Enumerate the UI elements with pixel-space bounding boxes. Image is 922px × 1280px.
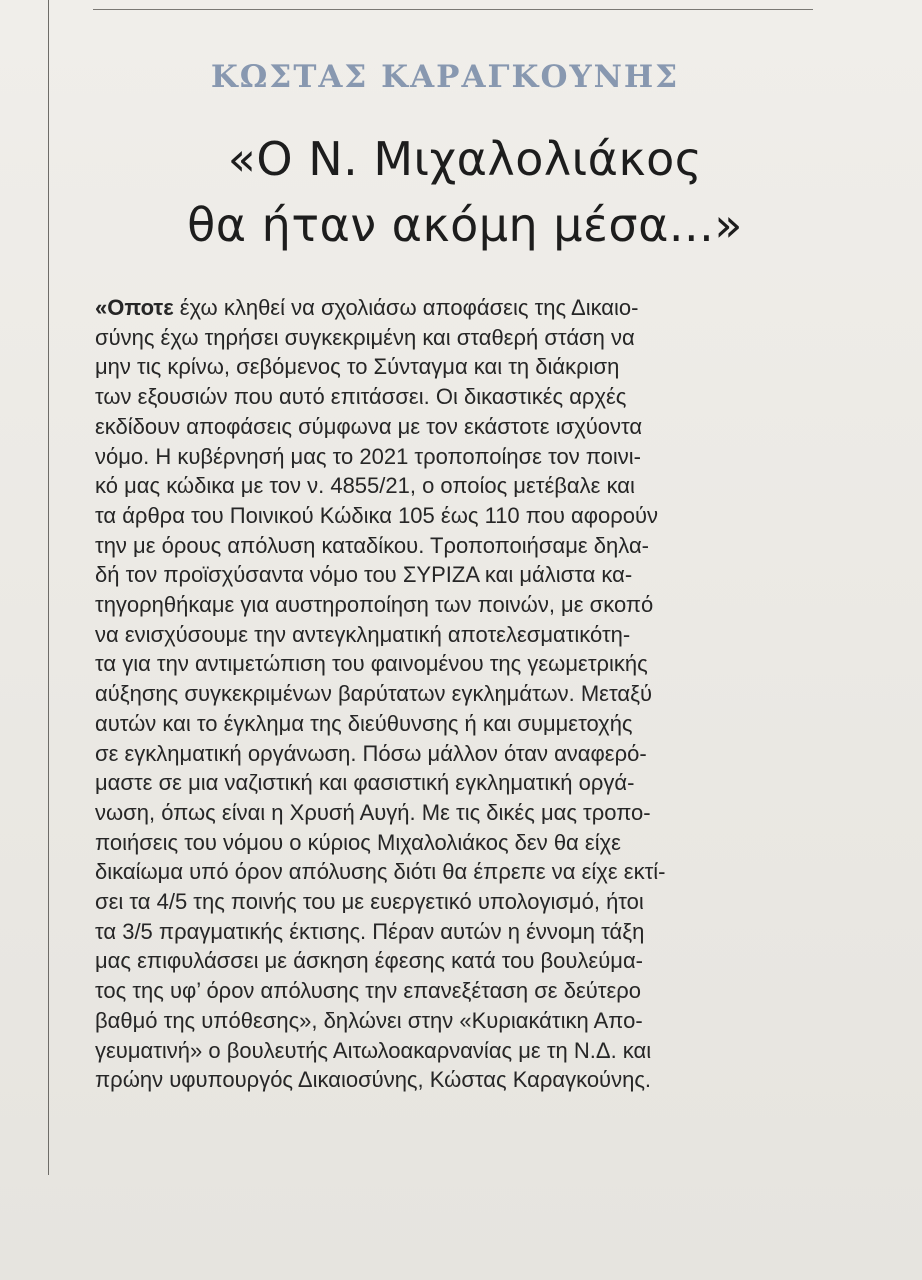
body-line: νόμο. Η κυβέρνησή μας το 2021 τροποποίησε τον ποινι- <box>95 443 642 469</box>
top-rule <box>93 9 813 10</box>
body-line: τηγορηθήκαμε για αυστηροποίηση των ποινών, με σκοπό <box>95 592 654 618</box>
body-line: σύνης έχω τηρήσει συγκεκριμένη και σταθερή στάση να <box>95 324 635 350</box>
article-body <box>95 293 845 1095</box>
body-line: σει τα 4/5 της ποινής του με ευεργετικό υπολογισμό, ήτοι <box>95 889 644 915</box>
body-line: αυτών και το έγκλημα της διεύθυνσης ή και συμμετοχής <box>95 710 633 736</box>
lead-word: «Οποτε <box>95 295 174 320</box>
headline-line: θα ήταν ακόμη μέσα...» <box>187 198 743 252</box>
body-line: να ενισχύσουμε την αντεγκληματική αποτελεσματικότη- <box>95 621 631 647</box>
column-rule <box>48 0 49 1175</box>
body-line: μην τις κρίνω, σεβόμενος το Σύνταγμα και τη διάκριση <box>95 354 620 380</box>
body-line: κό μας κώδικα με τον ν. 4855/21, ο οποίος μετέβαλε και <box>95 473 635 499</box>
body-line: βαθμό της υπόθεσης», δηλώνει στην «Κυριακάτικη Απο- <box>95 1007 643 1033</box>
body-line: ποιήσεις του νόμου ο κύριος Μιχαλολιάκος δεν θα είχε <box>95 829 621 855</box>
body-line: των εξουσιών που αυτό επιτάσσει. Οι δικαστικές αρχές <box>95 384 627 410</box>
body-line: δικαίωμα υπό όρον απόλυσης διότι θα έπρεπε να είχε εκτί- <box>95 859 666 885</box>
body-line: δή τον προϊσχύσαντα νόμο του ΣΥΡΙΖΑ και μάλιστα κα- <box>95 562 633 588</box>
byline: ΚΩΣΤΑΣ ΚΑΡΑΓΚΟΥΝΗΣ <box>210 59 680 95</box>
body-line: γευματινή» ο βουλευτής Αιτωλοακαρνανίας με τη Ν.Δ. και <box>95 1037 652 1063</box>
body-line: τα για την αντιμετώπιση του φαινομένου της γεωμετρικής <box>95 651 648 677</box>
body-line: πρώην υφυπουργός Δικαιοσύνης, Κώστας Καραγκούνης. <box>95 1067 652 1093</box>
body-line: «Οποτε έχω κληθεί να σχολιάσω αποφάσεις της Δικαιο- <box>95 295 639 320</box>
body-line: τα 3/5 πραγματικής έκτισης. Πέραν αυτών η έννομη τάξη <box>95 918 645 944</box>
body-line: μας επιφυλάσσει με άσκηση έφεσης κατά του βουλεύμα- <box>95 948 643 974</box>
body-line: την με όρους απόλυση καταδίκου. Τροποποιήσαμε δηλα- <box>95 532 649 558</box>
body-line: νωση, όπως είναι η Χρυσή Αυγή. Με τις δικές μας τροπο- <box>95 799 651 825</box>
body-line: εκδίδουν αποφάσεις σύμφωνα με τον εκάστοτε ισχύοντα <box>95 413 643 439</box>
headline <box>95 126 835 258</box>
headline-line: «Ο Ν. Μιχαλολιάκος <box>227 132 703 186</box>
body-line: μαστε σε μια ναζιστική και φασιστική εγκληματική οργά- <box>95 770 635 796</box>
body-line: αύξησης συγκεκριμένων βαρύτατων εγκλημάτων. Μεταξύ <box>95 681 652 707</box>
body-line: τος της υφ’ όρον απόλυσης την επανεξέταση σε δεύτερο <box>95 978 642 1004</box>
body-line: σε εγκληματική οργάνωση. Πόσω μάλλον όταν αναφερό- <box>95 740 647 766</box>
body-line: τα άρθρα του Ποινικού Κώδικα 105 έως 110 που αφορούν <box>95 502 659 528</box>
